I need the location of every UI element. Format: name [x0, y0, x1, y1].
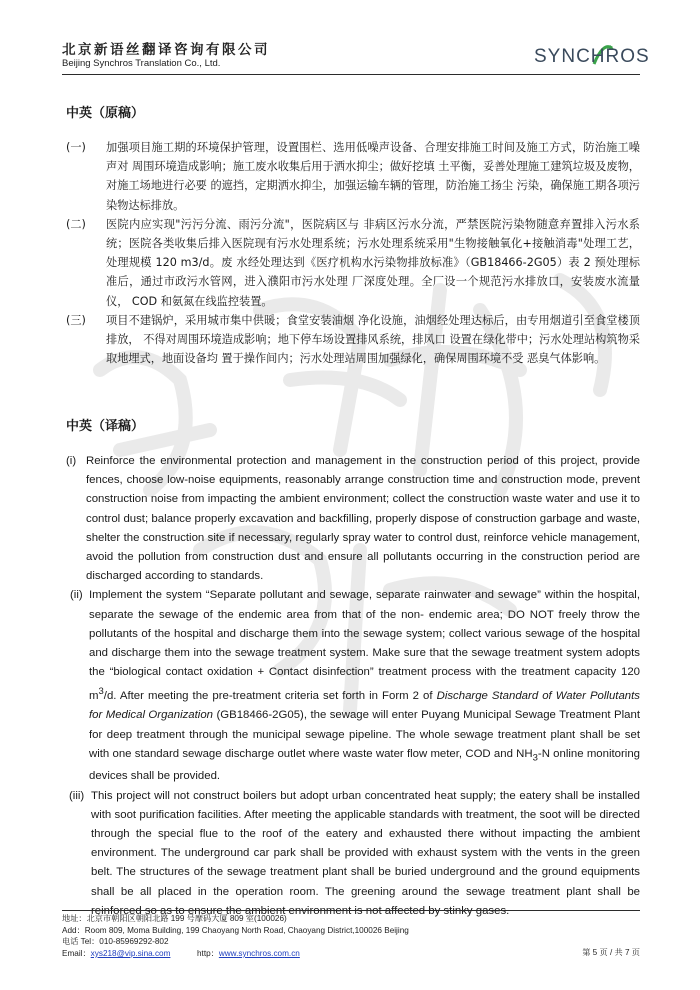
original-section-title: 中英（原稿） — [66, 106, 145, 121]
original-list — [66, 138, 640, 368]
item-text-part: Implement the system “Separate pollutant and sewage, separate rainwater and sewage” within the hospital, separate the sewage of the endemic area from that of the non- endemic area; DO NOT freely throw the pollutants of the hospital and discharge them into the sewage system; collect various sewage of the hospital and discharge them into the sewage treatment system. Make sure that the sewage treatment system adopts the “biological contact oxidation + Contact disinfection” treatment process with the treatment capacity 120 m — [89, 589, 640, 703]
item-number: (一) — [66, 141, 86, 154]
item-text: 医院内应实现"污污分流、雨污分流"，医院病区与 非病区污水分流，严禁医院污染物随意弃置排入污水系统；医院各类收集后排入医院现有污水处理系统；污水处理系统采用"生物接触氧化+接触消毒"处理工艺，处理规模 120 m3/d。废 水经处理达到《医疗机构水污染物排放标准》（GB18466-2G05）表 2 预处理标准后，通过市政污水管网，进入濮阳市污水处理 厂深度处理。全厂设一个规范污水排放口，安装废水流量仪， COD 和氨氮在线监控装置。 — [106, 217, 640, 308]
logo-wordmark: SYNCHROS — [534, 46, 650, 67]
email-label: Email： — [62, 948, 91, 958]
list-item — [66, 311, 640, 369]
company-name-en: Beijing Synchros Translation Co., Ltd. — [62, 58, 221, 69]
item-text: 项目不建锅炉，采用城市集中供暖；食堂安装油烟 净化设施，油烟经处理达标后，由专用烟道引至食堂楼顶排放， 不得对周围环境造成影响；地下停车场设置排风系统，排风口 设置在绿化带中；污水处理站构筑物采取地埋式，地面设备均 置于操作间内；污水处理站周围加强绿化，确保周围环境不受 恶臭气体影响。 — [106, 313, 640, 366]
item-text-part: -N online monitoring devices shall be provided. — [89, 747, 640, 783]
website-link[interactable]: www.synchros.com.cn — [218, 948, 300, 958]
footer-divider — [62, 910, 640, 911]
list-item — [66, 138, 640, 215]
item-text-part: /d. After meeting the pre-treatment criteria set forth in Form 2 of — [103, 690, 437, 703]
list-item — [66, 586, 640, 786]
item-number: (ii) — [70, 589, 83, 602]
footer-address-cn: 地址：北京市朝阳区朝阳北路 199 号摩码大厦 809 室(100026) — [62, 914, 287, 923]
translation-list — [66, 452, 640, 921]
synchros-logo — [534, 40, 652, 70]
subscript: 3 — [532, 752, 538, 764]
http-label: http： — [197, 948, 219, 958]
standard-title: Discharge Standard of Water Pollutants for Medical Organization — [89, 690, 640, 722]
item-number: (二) — [66, 217, 86, 231]
translation-section-title: 中英（译稿） — [66, 419, 145, 434]
superscript: 3 — [98, 686, 104, 698]
page-number: 第 5 页 / 共 7 页 — [582, 948, 640, 957]
page-header — [62, 36, 652, 72]
item-number: (三) — [66, 313, 86, 327]
footer-phone: 电话 Tel：010-85969292-802 — [62, 937, 169, 947]
footer-address-en: Add：Room 809, Moma Building, 199 Chaoyang North Road, Chaoyang District,100026 Beijing — [62, 925, 409, 935]
page-footer — [62, 913, 640, 959]
list-item — [66, 215, 640, 311]
item-text: 加强项目施工期的环境保护管理，设置围栏、选用低噪声设备、合理安排施工时间及施工方式，防治施工噪声对 周围环境造成影响；施工废水收集后用于洒水抑尘；做好挖填 土平衡，妥善处理施工建筑垃圾及废物，对施工场地进行必要 的遮挡，定期洒水抑尘，加强运输车辆的管理，防治施工扬尘 污染，确保施工期各项污染物达标排放。 — [106, 141, 640, 212]
company-name-cn: 北京新语丝翻译咨询有限公司 — [62, 42, 270, 58]
list-item — [66, 452, 640, 586]
item-text-part: (GB18466-2G05), the sewage will enter Puyang Municipal Sewage Treatment Plant for deep treatment through the municipal sewage pipeline. The whole sewage treatment plant shall be set with one standard sewage discharge outlet where waste water flow meter, COD and NH — [89, 709, 640, 760]
item-text: This project will not construct boilers but adopt urban concentrated heat supply; the eatery shall be installed with soot purification facilities. After meeting the applicable standards with treatment, the soot will be directed through the special flue to the roof of the eatery and exhausted there without impacting the ambient environment. The underground car park shall be provided with exhaust system with the vents in the green belt. The structures of the sewage treatment plant shall be buried underground and the ground equipments shall be all placed in the operation room. The greening around the sewage treatment plant shall be — [91, 789, 640, 898]
header-divider — [62, 74, 640, 75]
footer-contact-row — [62, 948, 640, 960]
email-link[interactable]: xys218@vip.sina.com — [90, 948, 171, 958]
item-text: Reinforce the environmental protection and management in the construction period of this project, provide fences, choose low-noise equipments, reasonably arrange construction time and construction mode, prevent construction noise from impacting the ambient environment; collect the construction waste water and use it to control dust; balance properly excavation and backfilling, properly dispose of construction garbage and waste, shelter the construction site if necessary, regularly spray water to control dust, reinforce vehicle management, avoid the pollution from construction dust and ensure all pollutants occurring in the construction period are discharged according to standards. — [86, 455, 640, 583]
item-text — [89, 589, 640, 782]
item-number: (i) — [66, 455, 77, 467]
item-number: (iii) — [69, 789, 85, 802]
list-item — [66, 787, 640, 921]
